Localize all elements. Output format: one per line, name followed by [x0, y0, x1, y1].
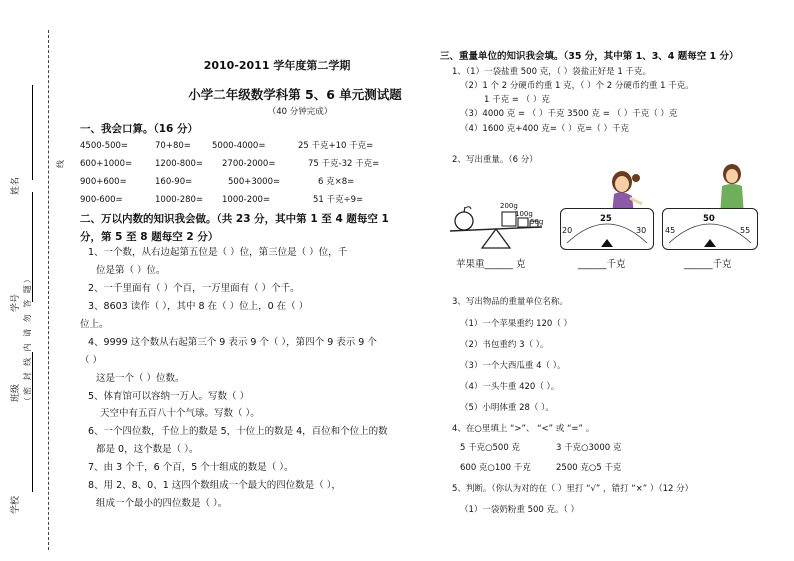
oral-item: 1000-200= — [222, 195, 271, 205]
weight-100g-icon — [518, 218, 528, 227]
r-question-4-title: 4、在○里填上 “>”、 “<” 或 “=” 。 — [452, 424, 595, 434]
dial-pointer-2 — [704, 239, 716, 247]
question-5: 5、体育馆可以容纳一万人。写数（ ） — [88, 391, 250, 402]
oral-item: 600+1000= — [80, 159, 133, 169]
weight-50g-label: 50g — [530, 218, 544, 226]
page-title: 小学二年级数学科第 5、6 单元测试题 — [188, 87, 402, 102]
question-4-cont2: 这是一个（ ）位数。 — [96, 373, 185, 384]
apple-icon — [455, 212, 473, 230]
question-4: 4、9999 这个数从右起第三个 9 表示 9 个（ ），第四个 9 表示 9 个 — [88, 337, 377, 348]
oral-item: 5000-4000= — [212, 141, 266, 151]
seal-line-char: 线 — [56, 160, 65, 168]
r-question-3-title: 3、写出物品的重量单位名称。 — [452, 297, 568, 307]
weight-200g-label: 200g — [500, 202, 518, 210]
scale-2-right-tick: 55 — [740, 226, 751, 235]
question-7: 7、由 3 个千，6 个百，5 个十组成的数是（ ）。 — [88, 462, 294, 473]
oral-item: 25 千克+10 千克= — [298, 141, 374, 151]
oral-item: 900-600= — [80, 195, 123, 205]
question-1: 1、一个数，从右边起第五位是（ ）位，第三位是（ ）位，千 — [88, 247, 348, 258]
dial-pointer-1 — [601, 239, 613, 247]
scale-1-left-tick: 20 — [562, 226, 573, 235]
oral-item: 900+600= — [80, 177, 127, 187]
scale-2-mid-tick: 50 — [703, 214, 715, 224]
r-question-1-1: 1、（1）一袋盐重 500 克，（ ）袋盐正好是 1 千克。 — [452, 67, 651, 77]
r-question-1-2: （2）1 个 2 分硬币约重 1 克，（ ）个 2 分硬币约重 1 千克。 — [460, 81, 694, 91]
oral-item: 2700-2000= — [222, 159, 276, 169]
r-question-3-4: （4）一头牛重 420（ ）。 — [460, 382, 560, 392]
school-label: 学校 — [11, 495, 21, 514]
weight-100g-label: 100g — [515, 210, 533, 218]
compare-item: 5 千克○500 克 — [460, 443, 520, 453]
oral-item: 70+80= — [155, 141, 191, 151]
r-question-5-1: （1）一袋奶粉重 500 克。（ ） — [460, 505, 579, 515]
compare-item: 600 克○100 千克 — [460, 463, 531, 473]
scale-2-left-tick: 45 — [665, 226, 676, 235]
question-3: 3、8603 读作（ ），其中 8 在（ ）位上，0 在（ ） — [88, 301, 309, 312]
oral-item: 6 克×8= — [318, 177, 355, 187]
question-6: 6、一个四位数，千位上的数是 5，十位上的数是 4，百位和个位上的数 — [88, 426, 388, 437]
question-5-cont: 天空中有五百八十个气球。写数（ ）。 — [100, 408, 260, 419]
question-4-cont: （ ） — [80, 355, 103, 366]
scale-2-answer: ______千克 — [684, 259, 732, 270]
oral-item: 51 千克÷9= — [313, 195, 364, 205]
question-2: 2、一千里面有（ ）个百，一万里面有（ ）个千。 — [88, 283, 300, 294]
apple-weight-answer: 苹果重______ 克 — [456, 259, 526, 270]
oral-item: 1200-800= — [155, 159, 204, 169]
r-question-3-2: （2）书包重约 3（ ）。 — [460, 340, 549, 350]
r-question-1-conv: 1 千克 = （ ）克 — [484, 95, 550, 105]
binding-strip — [0, 0, 70, 561]
class-label: 班级 — [11, 383, 21, 402]
r-question-1-3: （3）4000 克 = （ ）千克 3500 克 = （ ）千克（ ）克 — [460, 109, 678, 119]
compare-item: 3 千克○3000 克 — [556, 443, 622, 453]
scale-1-mid-tick: 25 — [600, 214, 612, 224]
r-question-5-title: 5、判断。（你认为对的在（ ）里打 “√” ，错打 “×” ）（12 分） — [452, 484, 694, 494]
student-id-label: 学号 — [11, 293, 21, 312]
question-1-cont: 位是第（ ）位。 — [96, 265, 166, 276]
page-title-term: 2010-2011 学年度第二学期 — [203, 59, 351, 72]
seal-dashed-line — [48, 30, 49, 550]
question-6-cont: 都是 0，这个数是（ ）。 — [96, 444, 199, 455]
scale-1-right-tick: 30 — [636, 226, 647, 235]
r-question-2-title: 2、写出重量。（6 分） — [452, 155, 538, 165]
section-2-title-cont: 分，第 5 至 8 题每空 2 分） — [80, 231, 219, 243]
seal-notice: （密 封 线 内 请 勿 答 题） — [23, 273, 32, 405]
oral-item: 160-90= — [155, 177, 193, 187]
oral-item: 75 千克-32 千克= — [308, 159, 380, 169]
question-8: 8、用 2、8、0、1 这四个数组成一个最大的四位数是（ ）， — [88, 480, 342, 491]
r-question-1-4: （4）1600 克+400 克=（ ）克=（ ）千克 — [460, 124, 629, 134]
time-note: （40 分钟完成） — [267, 107, 333, 117]
name-underline — [32, 85, 33, 180]
r-question-3-3: （3）一个大西瓜重 4（ ）。 — [460, 361, 566, 371]
question-3-cont: 位上。 — [80, 319, 109, 330]
r-question-3-5: （5）小明体重 28（ ）。 — [460, 403, 554, 413]
r-question-3-1: （1）一个苹果重约 120（ ） — [460, 319, 573, 329]
section-2-title: 二、万以内数的知识我会做。（共 23 分，其中第 1 至 4 题每空 1 — [80, 213, 389, 225]
scale-1-answer: ______千克 — [578, 259, 626, 270]
section-1-title: 一、我会口算。（16 分） — [80, 123, 199, 135]
oral-item: 1000-280= — [155, 195, 204, 205]
oral-item: 500+3000= — [228, 177, 281, 187]
name-label: 姓名 — [11, 176, 21, 195]
student-id-underline — [32, 192, 33, 302]
weight-200g-icon — [502, 212, 516, 226]
section-3-title: 三、重量单位的知识我会填。（35 分，其中第 1、3、4 题每空 1 分） — [440, 51, 739, 62]
oral-item: 4500-500= — [80, 141, 129, 151]
compare-item: 2500 克○5 千克 — [556, 463, 622, 473]
question-8-cont: 组成一个最小的四位数是（ ）。 — [96, 498, 228, 509]
